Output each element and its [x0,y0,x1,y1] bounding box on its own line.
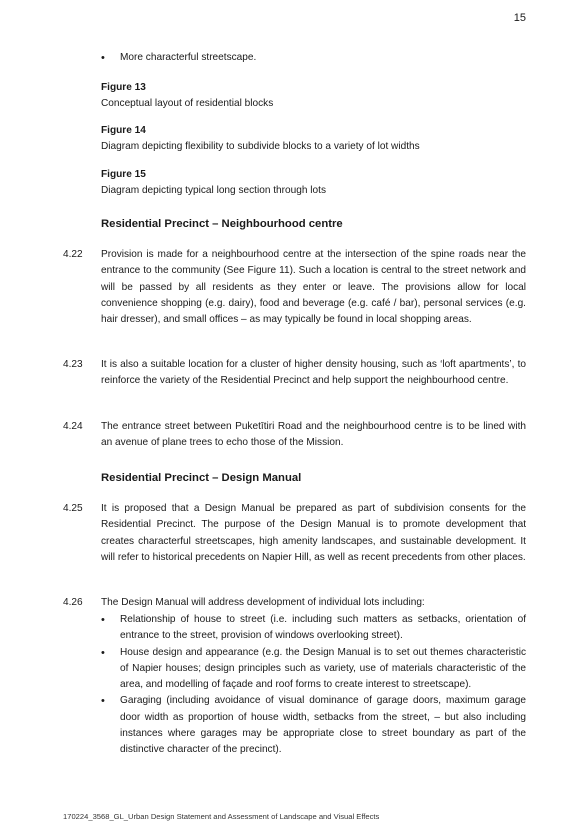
list-item [101,645,526,694]
figure-label: Figure 14 [101,125,146,136]
paragraph-text: Provision is made for a neighbourhood centre at the intersection of the spine roads near the entrance to the community (See Figure 11). Such a location is central to the street network and will be passed by all residents as they enter or leave. The provisions allow for local convenience shopping (e.g. dairy), food and beverage (e.g. café / bar), personal services (e.g. hair dresser), and small offices – as may typically be found in local shopping areas. [101,249,526,326]
paragraph-number: 4.26 [63,597,83,608]
figure-caption-15 [101,167,526,199]
figure-caption-text: Diagram depicting flexibility to subdivide blocks to a variety of lot widths [101,141,420,152]
figure-label: Figure 15 [101,169,146,180]
figure-caption-text: Conceptual layout of residential blocks [101,98,274,109]
paragraph-4-22 [63,247,526,328]
intro-bullet-text: More characterful streetscape. [120,52,257,63]
paragraph-4-24 [63,419,526,452]
list-item [101,693,526,758]
figure-caption-13 [101,80,526,112]
paragraph-4-25 [63,501,526,566]
paragraph-number: 4.23 [63,359,83,370]
document-footer: 170224_3568_GL_Urban Design Statement and Assessment of Landscape and Visual Effects [63,812,380,821]
paragraph-number: 4.22 [63,249,83,260]
paragraph-text: The entrance street between Puketītiri Road and the neighbourhood centre is to be lined with an avenue of plane trees to echo those of the Mission. [101,421,526,449]
bullet-icon: • [101,695,105,708]
bullet-icon: • [101,614,105,626]
list-item-text: Garaging (including avoidance of visual dominance of garage doors, maximum garage door width as proportion of house width, setbacks from the street, – but also including instances where garages may be appropriate close to street boundary as part of the distinctive character of the precinct). [120,695,526,756]
bullet-icon: • [101,646,105,659]
list-item-text: House design and appearance (e.g. the Design Manual is to set out themes characteristic of Napier houses; design principles such as variety, use of materials characteristic of the area, and modelling of façade and roof forms to create interest to streetscape). [120,646,526,691]
paragraph-number: 4.24 [63,421,83,432]
paragraph-text: It is also a suitable location for a cluster of higher density housing, such as ‘loft apartments’, to reinforce the variety of the Residential Precinct and help support the neighbourhood centre. [101,359,526,387]
figure-caption-14 [101,123,526,155]
list-item-text: Relationship of house to street (i.e. including such matters as setbacks, orientation of entrance to the street, provision of windows overlooking street). [120,614,526,642]
section-heading-neighbourhood-centre: Residential Precinct – Neighbourhood centre [101,218,343,230]
design-manual-list [101,612,526,759]
bullet-icon: • [101,52,105,64]
figure-caption-text: Diagram depicting typical long section through lots [101,185,326,196]
intro-bullet-item [101,50,526,66]
list-item [101,612,526,645]
paragraph-number: 4.25 [63,503,83,514]
paragraph-text: It is proposed that a Design Manual be prepared as part of subdivision consents for the Residential Precinct. The purpose of the Design Manual is to promote development that creates characterful streetscapes, high amenity landscapes, and sustainable development. It will refer to historical precedents on Napier Hill, as well as recent precedents from other places. [101,503,526,563]
section-heading-design-manual: Residential Precinct – Design Manual [101,472,302,484]
paragraph-4-26 [63,595,526,611]
figure-label: Figure 13 [101,82,146,93]
page-number: 15 [513,12,526,24]
paragraph-text: The Design Manual will address development of individual lots including: [101,597,425,608]
paragraph-4-23 [63,357,526,390]
